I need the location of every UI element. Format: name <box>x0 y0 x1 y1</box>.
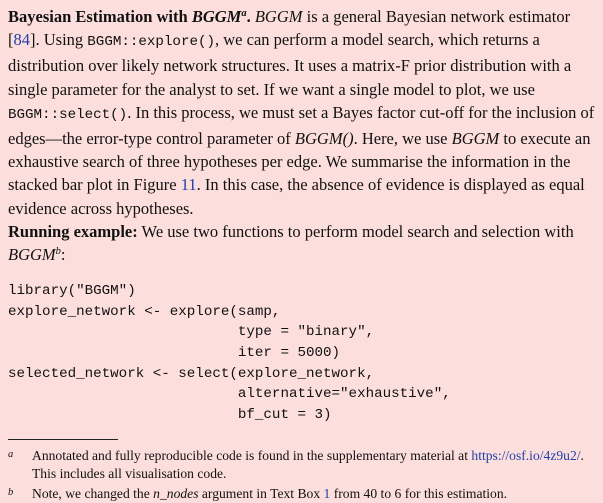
text-box-ref-link[interactable]: 1 <box>323 486 331 502</box>
footnote-mark: b <box>8 487 14 499</box>
osf-link[interactable]: https://osf.io/4z9u2/ <box>471 448 581 464</box>
citation-link[interactable]: 84 <box>13 30 30 50</box>
figure-ref-link[interactable]: 11 <box>180 175 197 195</box>
inline-code-explore: BGGM::explore() <box>87 34 216 51</box>
running-example-paragraph: Running example: We use two functions to perform model search and selection with BGGM$^b$: <box>8 221 574 265</box>
argument-name: n_nodes <box>153 486 199 502</box>
code-block: library("BGGM") explore_network <- explore(samp, type = "binary", iter = 5000) selected_network <- select(explore_network, alternative="exhaustive", bf_cut = 3) <box>8 283 451 423</box>
footnote-b: b Note, we changed the n_nodes argument in Text Box 1 from 40 to 6 for this estimation. <box>8 486 508 502</box>
footnote-ref-b[interactable]: b <box>55 246 61 258</box>
footnote-a: a Annotated and fully reproducible code is found in the supplementary material at https://osf.io/4z9u2/. This includes all visualisation code. <box>8 448 584 482</box>
pkg-name: BGGM <box>451 129 500 149</box>
pkg-name: BGGM <box>8 245 56 265</box>
footnote-divider <box>8 439 118 440</box>
footnote-mark: a <box>8 449 14 461</box>
footnote-ref-a[interactable]: a <box>241 8 247 19</box>
inline-code-select: BGGM::select() <box>8 106 128 123</box>
section-heading-pkg: BGGM <box>191 7 242 26</box>
pkg-name: BGGM <box>254 7 303 26</box>
function-name: BGGM() <box>294 129 354 149</box>
section-heading: Bayesian Estimation with BGGM$^a$. <box>8 7 251 26</box>
bggm-paragraph: Bayesian Estimation with BGGM$^a$. BGGM is a general Bayesian network estimator [84]. Using BGGM::explore(), we can perform a model search, which returns a distribution over likely network structures. It uses a matrix-F prior distribution with a single parameter for the analyst to set. If we want a single model to plot, we use BGGM::select(). In this process, we must set a Bayes factor cut-off for the inclusion of edges—the error-type control parameter of BGGM(). Here, we use BGGM to execute an exhaustive search of three hypotheses per edge. We summarise the information in the stacked bar plot in Figure 11. In this case, the absence of evidence is displayed as equal evidence across hypotheses. <box>8 7 595 218</box>
running-example-label: Running example: <box>8 221 138 241</box>
